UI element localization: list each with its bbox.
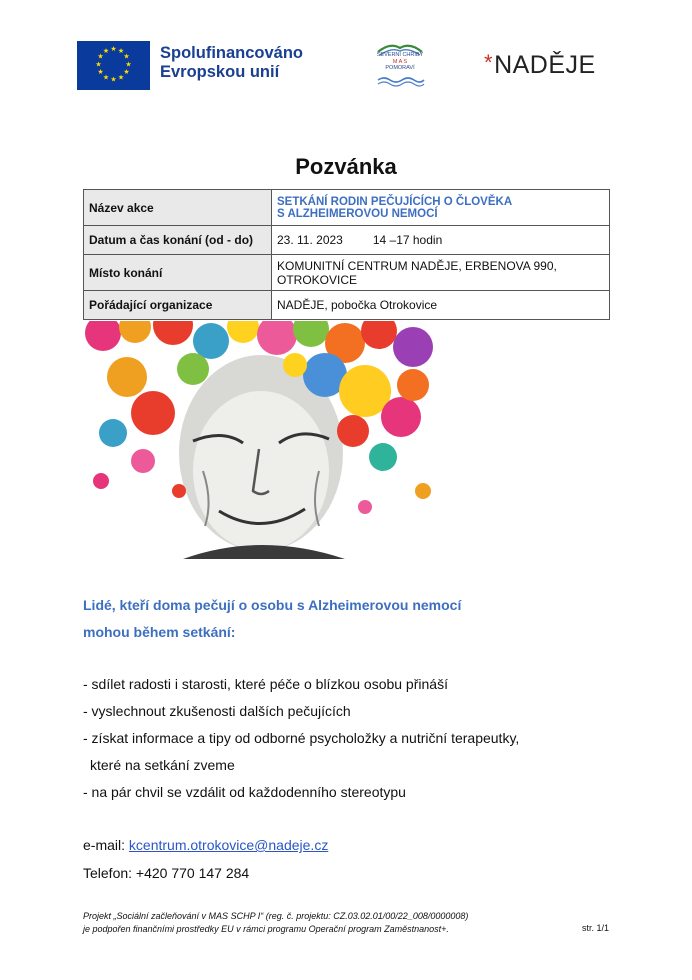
phone-line: Telefon: +420 770 147 284 — [83, 865, 250, 881]
email-link[interactable]: kcentrum.otrokovice@nadeje.cz — [128, 837, 329, 853]
svg-text:★: ★ — [110, 45, 117, 53]
page-title: Pozvánka — [295, 154, 397, 179]
page-number: str. 1/1 — [581, 923, 609, 933]
svg-text:★: ★ — [117, 73, 125, 82]
email-line: e-mail: kcentrum.otrokovice@nadeje.cz — [83, 837, 329, 853]
lead-text: Lidé, kteří doma pečují o osobu s Alzheimerovou nemocí mohou během setkání: — [83, 597, 462, 640]
list-item: - na pár chvil se vzdálit od každodenního stereotypu — [83, 784, 406, 800]
nadeje-logo: *NADĚJE — [484, 50, 596, 79]
svg-text:★: ★ — [110, 75, 117, 84]
svg-text:★: ★ — [123, 68, 130, 76]
date-time-label: Datum a čas konání (od - do) — [84, 226, 272, 255]
svg-text:★: ★ — [102, 73, 110, 82]
svg-text:★: ★ — [117, 47, 125, 55]
svg-text:★: ★ — [123, 52, 130, 61]
organizer-value: NADĚJE, pobočka Otrokovice — [272, 291, 610, 320]
svg-text:★: ★ — [95, 60, 102, 69]
table-row — [84, 190, 610, 226]
footer-project-note: Projekt „Sociální začleňování v MAS SCHP I“ (reg. č. projektu: CZ.03.02.01/00/22_008/0000008) je podpořen finančními prostředky EU v rámci programu Operační program Zaměstnanost+. — [83, 911, 469, 934]
svg-text:★: ★ — [97, 68, 104, 76]
event-name-label: Název akce — [84, 190, 272, 226]
list-item: - vyslechnout zkušenosti dalších pečujících — [83, 703, 351, 719]
asterisk-icon: * — [484, 50, 494, 75]
table-row — [84, 255, 610, 291]
event-name-value: SETKÁNÍ RODIN PEČUJÍCÍCH O ČLOVĚKA S ALZHEIMEROVOU NEMOCÍ — [272, 190, 610, 226]
list-item: které na setkání zveme — [90, 757, 235, 773]
event-info-table — [83, 189, 610, 320]
svg-text:★: ★ — [97, 52, 104, 61]
date-time-value: 23. 11. 2023 14 –17 hodin — [272, 226, 610, 255]
venue-value: KOMUNITNÍ CENTRUM NADĚJE, ERBENOVA 990, OTROKOVICE — [272, 255, 610, 291]
organizer-label: Pořádající organizace — [84, 291, 272, 320]
elderly-woman-flowers-illustration — [83, 321, 443, 559]
mas-logo-text: SEVERNÍ CHŘIBY M A S POMORAVÍ — [376, 52, 424, 71]
eu-cofinanced-text: Spolufinancováno Evropskou unií — [160, 44, 304, 81]
svg-text:★: ★ — [125, 60, 132, 69]
eu-flag-logo — [77, 41, 150, 90]
svg-text:★: ★ — [102, 47, 110, 55]
list-item: - sdílet radosti i starosti, které péče o blízkou osobu přináší — [83, 676, 448, 692]
table-row — [84, 226, 610, 255]
list-item: - získat informace a tipy od odborné psycholožky a nutriční terapeutky, — [83, 730, 520, 746]
table-row — [84, 291, 610, 320]
venue-label: Místo konání — [84, 255, 272, 291]
benefits-list — [83, 671, 519, 806]
contact-info — [83, 831, 328, 887]
